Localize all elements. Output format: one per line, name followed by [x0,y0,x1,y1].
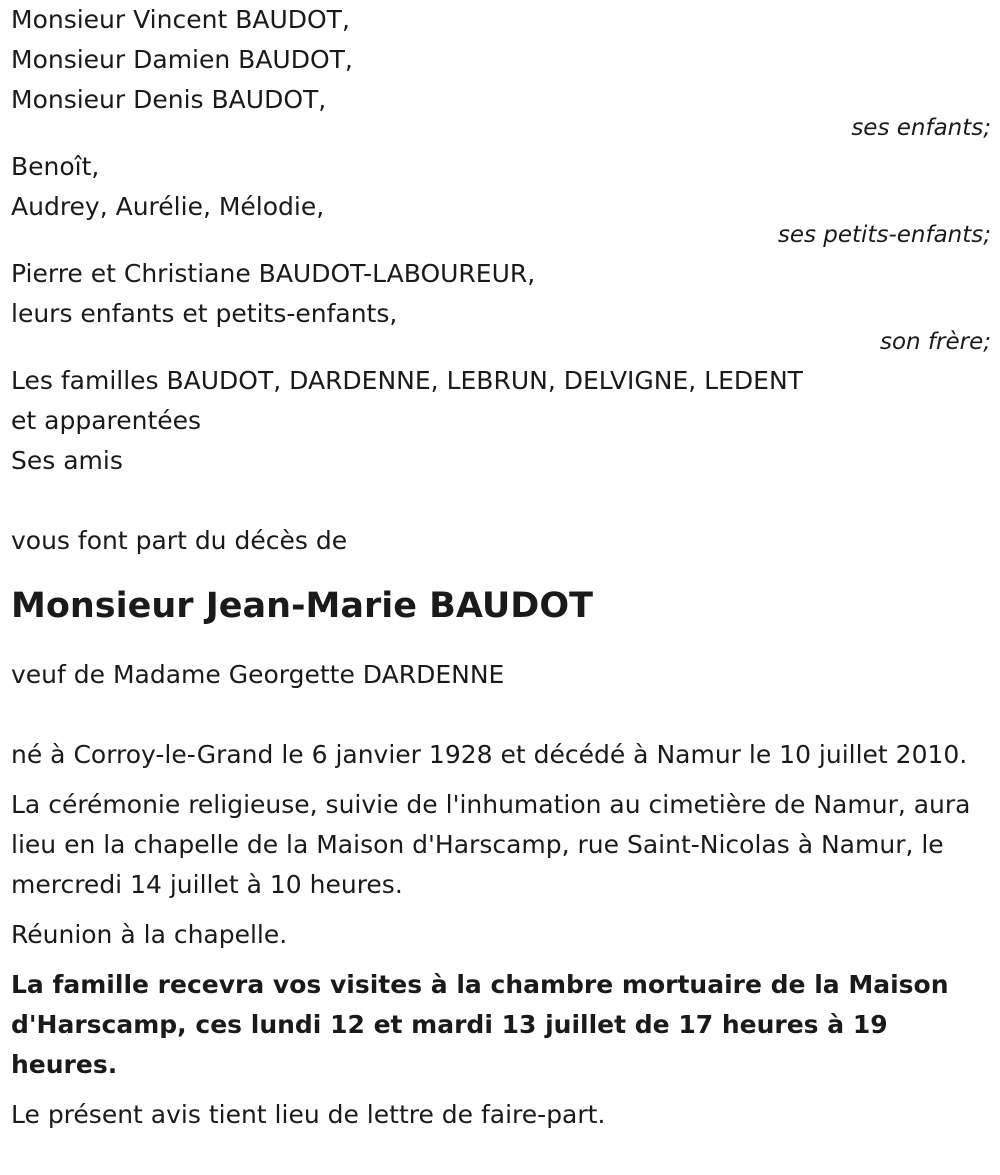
related-line: et apparentées [11,406,202,435]
ceremony-paragraph: La cérémonie religieuse, suivie de l'inhumation au cimetière de Namur, aura lieu en la chapelle de la Maison d'Harscamp, rue Saint-Nicolas à Namur, le mercredi 14 juillet à 10 heures. [11,790,971,899]
visits-paragraph: La famille recevra vos visites à la chambre mortuaire de la Maison d'Harscamp, ces lundi 12 et mardi 13 juillet de 17 heures à 19 heures. [11,970,949,1079]
grandchildren-role: ses petits-enfants; [777,222,991,248]
brother-group [11,254,991,357]
announce-text: vous font part du décès de [11,526,348,555]
children-role: ses enfants; [851,115,991,141]
grandchildren-group [11,147,991,250]
children-group [11,0,991,143]
grandchild-name: Benoît, [11,152,100,181]
obituary-notice [11,0,991,1145]
grandchild-name: Audrey, Aurélie, Mélodie, [11,192,325,221]
child-name: Monsieur Vincent BAUDOT, [11,5,350,34]
child-name: Monsieur Damien BAUDOT, [11,45,353,74]
meeting-paragraph: Réunion à la chapelle. [11,920,288,949]
families-line: Les familles BAUDOT, DARDENNE, LEBRUN, DELVIGNE, LEDENT [11,366,803,395]
friends-line: Ses amis [11,446,123,475]
deceased-name: Monsieur Jean-Marie BAUDOT [11,586,593,626]
birth-death-paragraph: né à Corroy-le-Grand le 6 janvier 1928 et décédé à Namur le 10 juillet 2010. [11,740,968,769]
brother-name: Pierre et Christiane BAUDOT-LABOUREUR, [11,259,536,288]
notice-paragraph: Le présent avis tient lieu de lettre de faire-part. [11,1100,606,1129]
others-group [11,361,991,481]
brother-family: leurs enfants et petits-enfants, [11,299,398,328]
widower-line: veuf de Madame Georgette DARDENNE [11,660,505,689]
child-name: Monsieur Denis BAUDOT, [11,85,327,114]
brother-role: son frère; [879,329,991,355]
